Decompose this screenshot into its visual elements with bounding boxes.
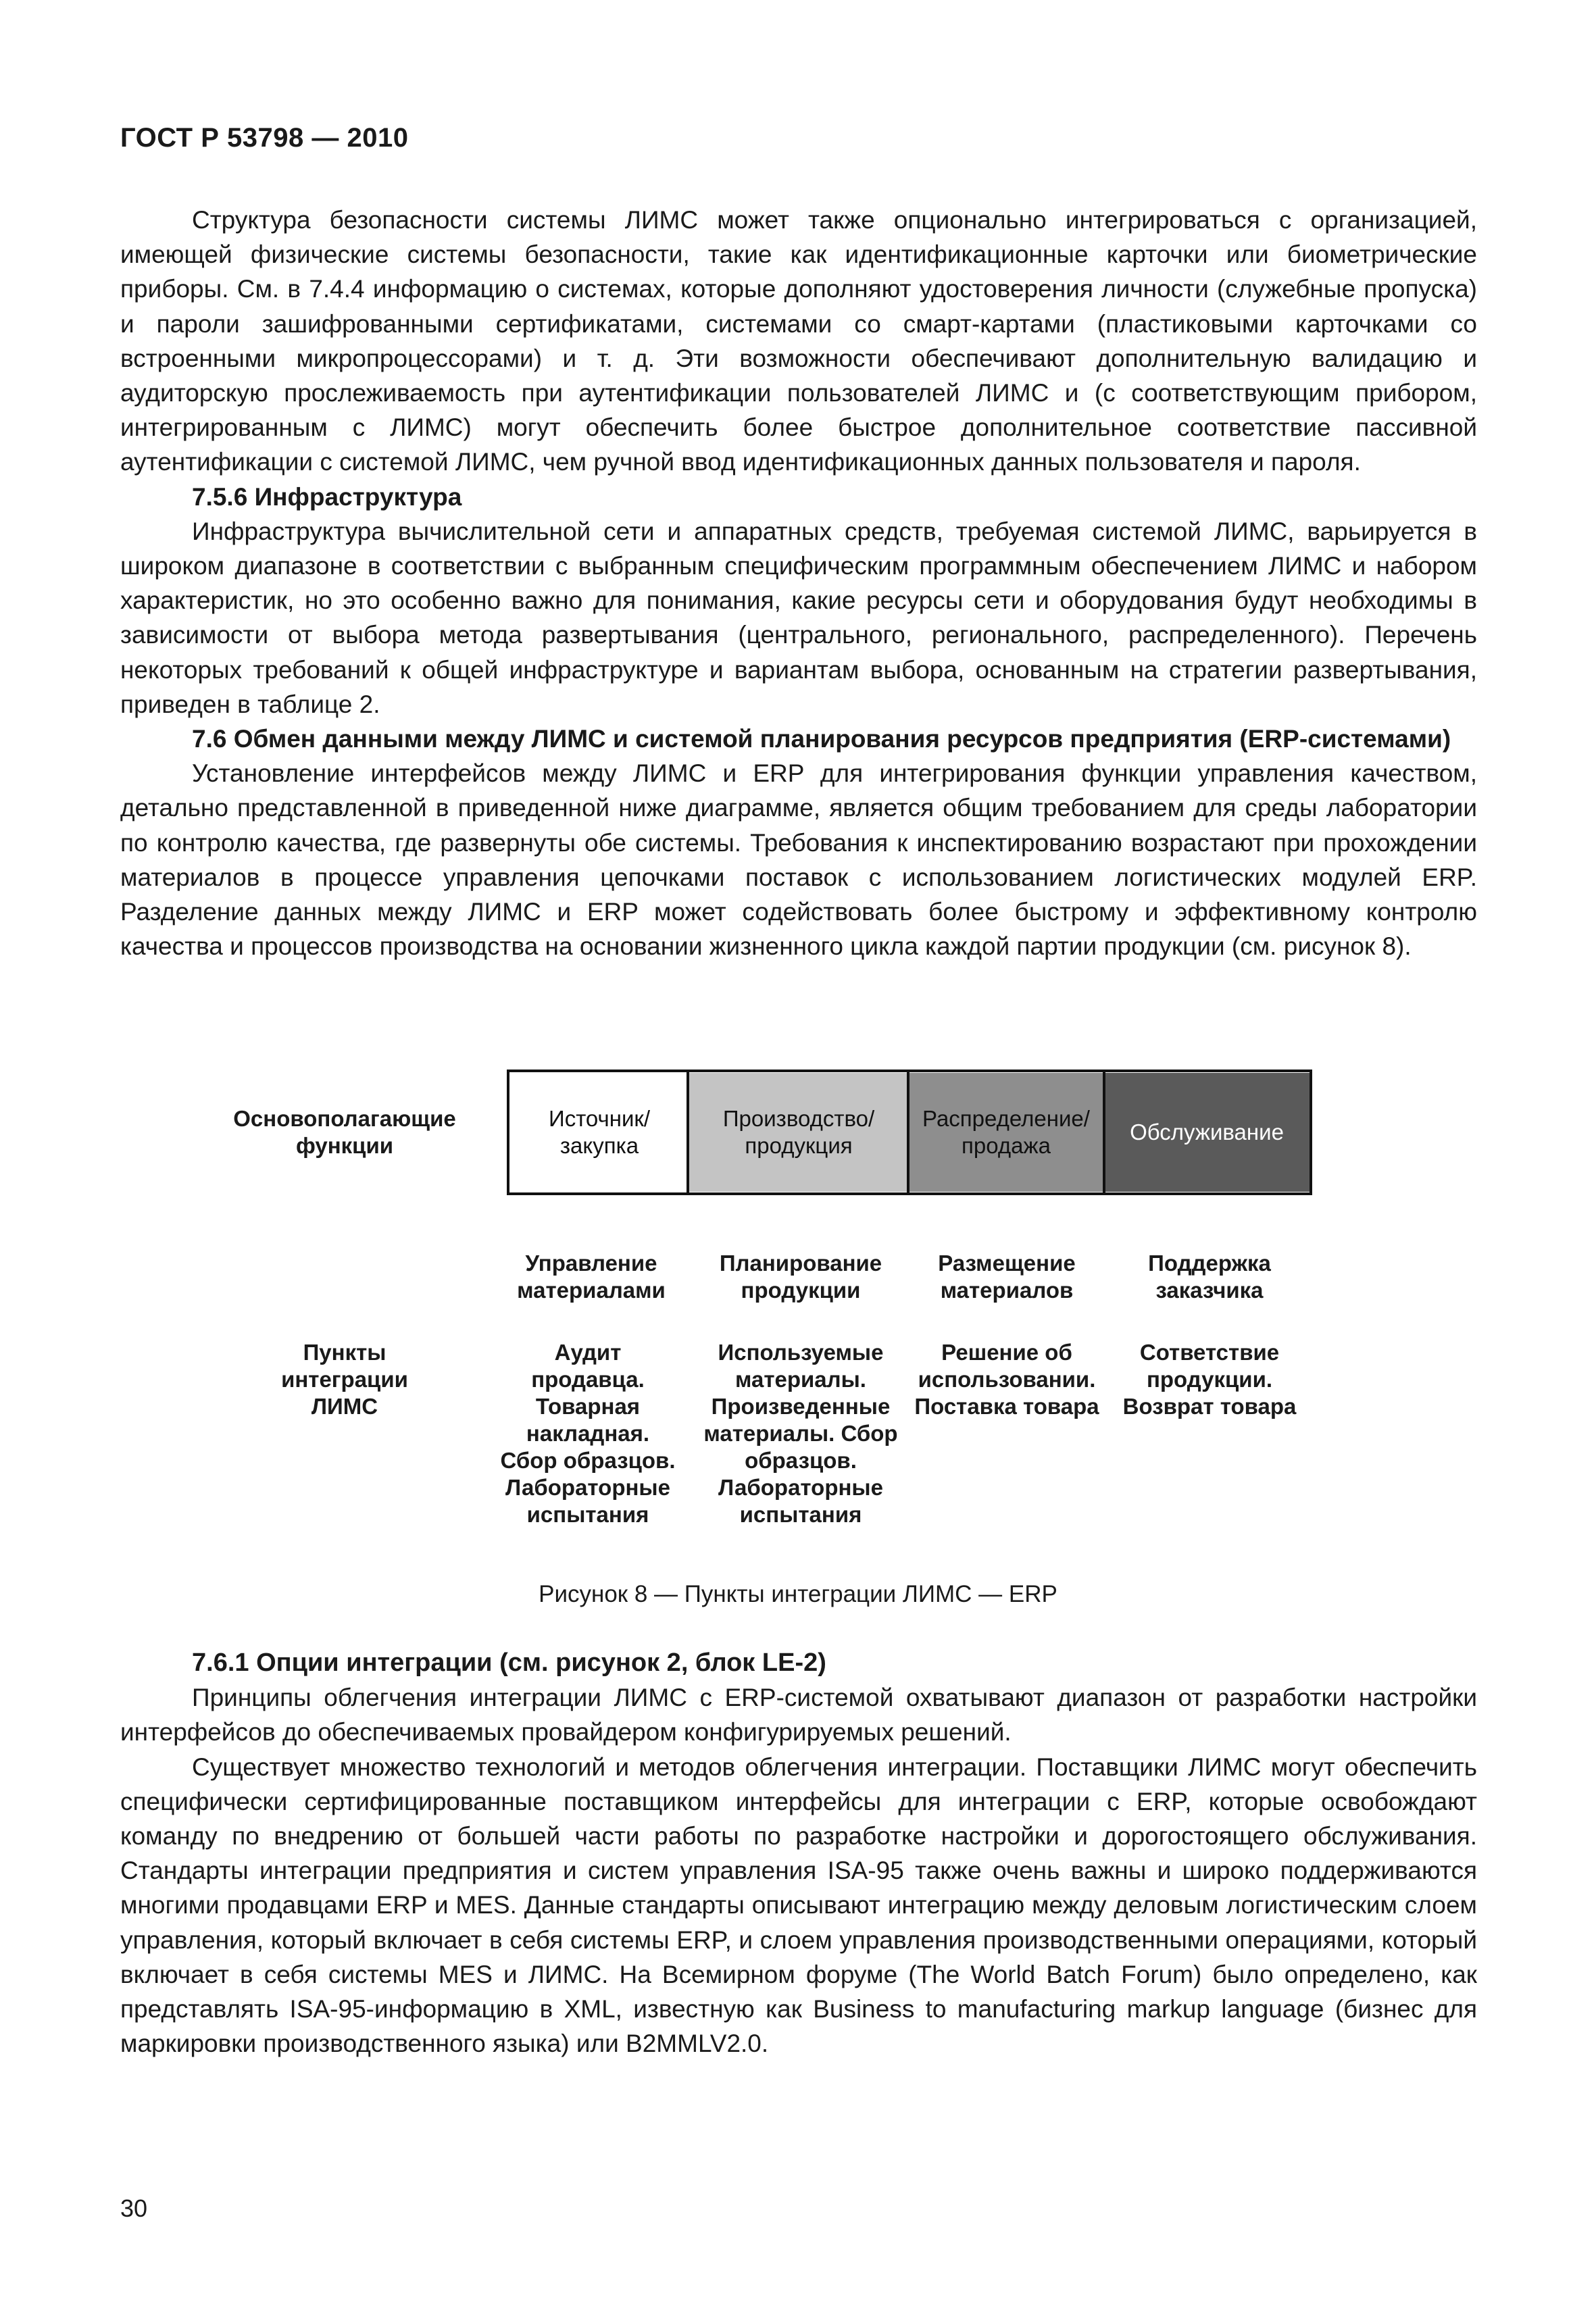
text-block-top bbox=[120, 203, 1477, 963]
paragraph-infrastructure: Инфраструктура вычислительной сети и аппаратных средств, требуемая системой ЛИМС, варьируется в широком диапазоне в соответствии с выбранным специфическим программным обеспечением ЛИМС и набором характеристик, но это особенно важно для понимания, какие ресурсы сети и оборудования будут необходимы в зависимости от выбора метода развертывания (центрального, регионального, распределенного). Перечень некоторых требований к общей инфраструктуре и вариантам выбора, основанным на стратегии развертывания, приведен в таблице 2. bbox=[120, 517, 1477, 718]
stage-label-production: Производство/ продукция bbox=[722, 1106, 875, 1158]
func-source: Управление материалами bbox=[517, 1251, 666, 1303]
func-production: Планирование продукции bbox=[719, 1251, 882, 1303]
paragraph-integration-principles: Принципы облегчения интеграции ЛИМС с ERP-системой охватывают диапазон от разработки настройки интерфейсов до обеспечиваемых провайдером конфигурируемых решений. bbox=[120, 1684, 1477, 1746]
paragraph-integration-technologies: Существует множество технологий и методов облегчения интеграции. Поставщики ЛИМС могут обеспечить специфически сертифицированные поставщиком интерфейсы для интеграции с ERP, которые освобождают команду по внедрению от большей части работы по разработке настройки и дорогостоящего обслуживания. Стандарты интеграции предприятия и систем управления ISA-95 также очень важны и широко поддерживаются многими продавцами ERP и MES. Данные стандарты описывают интеграцию между деловым логистическим слоем управления, который включает в себя системы ERP, и слоем управления производственными операциями, который включает в себя системы MES и ЛИМС. На Всемирном форуме (The World Batch Forum) было определено, как представлять ISA-95-информацию в XML, известную как Business to manufacturing markup language (бизнес для маркировки производственного языка) или B2MMLV2.0. bbox=[120, 1753, 1477, 2058]
figure-caption: Рисунок 8 — Пункты интеграции ЛИМС — ERP bbox=[539, 1581, 1057, 1607]
stage-label-service: Обслуживание bbox=[1130, 1120, 1284, 1145]
points-service: Сответствие продукции. Возврат товара bbox=[1122, 1340, 1297, 1419]
heading-7-6-1: 7.6.1 Опции интеграции (см. рисунок 2, блок LE-2) bbox=[192, 1649, 826, 1677]
func-distribution: Размещение материалов bbox=[938, 1251, 1076, 1303]
heading-7-5-6: 7.5.6 Инфраструктура bbox=[192, 482, 462, 511]
stage-label-distribution: Распределение/ продажа bbox=[922, 1106, 1090, 1158]
document-header: ГОСТ Р 53798 — 2010 bbox=[120, 123, 409, 153]
text-block-bottom bbox=[120, 1646, 1477, 2061]
stage-frame bbox=[507, 1070, 1312, 1195]
row-label-integration-points: Пункты интеграции ЛИМС bbox=[281, 1340, 408, 1419]
points-production: Используемые материалы. Произведенные материалы. Сбор образцов. Лабораторные испытания bbox=[703, 1340, 898, 1527]
divider bbox=[687, 1070, 689, 1195]
paragraph-security: Структура безопасности системы ЛИМС может также опционально интегрироваться с организацией, имеющей физические системы безопасности, такие как идентификационные карточки или биометрические приборы. См. в 7.4.4 информацию о системах, которые дополняют удостоверения личности (служебные пропуска) и пароли зашифрованными сертификатами, системами со смарт-картами (пластиковыми карточками со встроенными микропроцессорами) и т. д. Эти возможности обеспечивают дополнительную валидацию и аудиторскую прослеживаемость при аутентификации пользователей ЛИМС и (с соответствующим прибором, интегрированным с ЛИМС) могут обеспечить более быстрое дополнительное соответствие пассивной аутентификации с системой ЛИМС, чем ручной ввод идентификационных данных пользователя и пароля. bbox=[120, 206, 1477, 476]
heading-7-6: 7.6 Обмен данными между ЛИМС и системой планирования ресурсов предприятия (ERP-системами) bbox=[192, 725, 1451, 753]
points-source: Аудит продавца. Товарная накладная. Сбор образцов. Лабораторные испытания bbox=[500, 1340, 676, 1527]
paragraph-erp-exchange: Установление интерфейсов между ЛИМС и ERP для интегрирования функции управления качеством, детально представленной в приведенной ниже диаграмме, является общим требованием для среды лаборатории по контролю качества, где развернуты обе системы. Требования к инспектированию возрастают при прохождении материалов в процессе управления цепочками поставок с использованием логистических модулей ERP. Разделение данных между ЛИМС и ERP может содействовать более быстрому и эффективному контролю качества и процессов производства на основании жизненного цикла каждой партии продукции (см. рисунок 8). bbox=[120, 759, 1477, 961]
divider bbox=[1103, 1070, 1105, 1195]
row-label-basic-functions: Основополагающие функции bbox=[233, 1106, 456, 1158]
points-distribution: Решение об использовании. Поставка товара bbox=[914, 1340, 1099, 1419]
stage-label-source: Источник/ закупка bbox=[548, 1106, 651, 1158]
page-number: 30 bbox=[120, 2194, 148, 2222]
func-service: Поддержка заказчика bbox=[1148, 1251, 1271, 1303]
divider bbox=[907, 1070, 909, 1195]
